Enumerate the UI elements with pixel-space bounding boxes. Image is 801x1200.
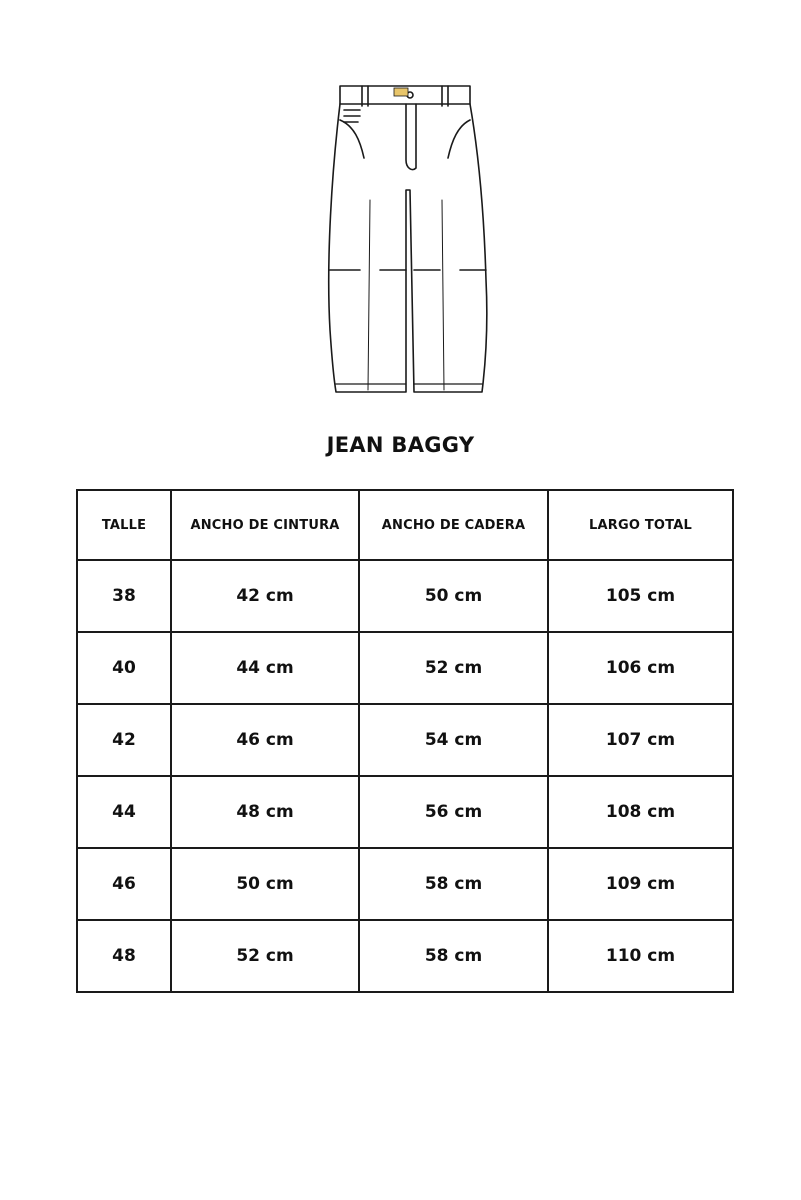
table-row xyxy=(77,632,733,704)
table-row xyxy=(77,920,733,992)
table-row xyxy=(77,848,733,920)
header-ancho-cadera: ANCHO DE CADERA xyxy=(359,490,548,560)
cell-cadera: 56 cm xyxy=(359,776,548,848)
cell-largo: 110 cm xyxy=(548,920,733,992)
header-ancho-cintura: ANCHO DE CINTURA xyxy=(171,490,359,560)
cell-cadera: 58 cm xyxy=(359,920,548,992)
table-row xyxy=(77,560,733,632)
cell-largo: 108 cm xyxy=(548,776,733,848)
cell-cadera: 52 cm xyxy=(359,632,548,704)
cell-largo: 105 cm xyxy=(548,560,733,632)
header-largo-total: LARGO TOTAL xyxy=(548,490,733,560)
cell-talle: 46 xyxy=(77,848,171,920)
cell-talle: 48 xyxy=(77,920,171,992)
cell-cintura: 52 cm xyxy=(171,920,359,992)
cell-largo: 109 cm xyxy=(548,848,733,920)
cell-largo: 107 cm xyxy=(548,704,733,776)
table-row xyxy=(77,776,733,848)
cell-talle: 44 xyxy=(77,776,171,848)
cell-cintura: 44 cm xyxy=(171,632,359,704)
cell-cintura: 46 cm xyxy=(171,704,359,776)
cell-cadera: 58 cm xyxy=(359,848,548,920)
cell-cadera: 50 cm xyxy=(359,560,548,632)
product-title: JEAN BAGGY xyxy=(326,433,475,457)
cell-largo: 106 cm xyxy=(548,632,733,704)
header-talle: TALLE xyxy=(77,490,171,560)
cell-cintura: 42 cm xyxy=(171,560,359,632)
cell-cintura: 50 cm xyxy=(171,848,359,920)
cell-talle: 38 xyxy=(77,560,171,632)
cell-cadera: 54 cm xyxy=(359,704,548,776)
table-row xyxy=(77,704,733,776)
cell-cintura: 48 cm xyxy=(171,776,359,848)
table-header-row xyxy=(77,490,733,560)
size-chart-table xyxy=(76,489,734,993)
cell-talle: 42 xyxy=(77,704,171,776)
pants-illustration xyxy=(320,80,492,400)
cell-talle: 40 xyxy=(77,632,171,704)
